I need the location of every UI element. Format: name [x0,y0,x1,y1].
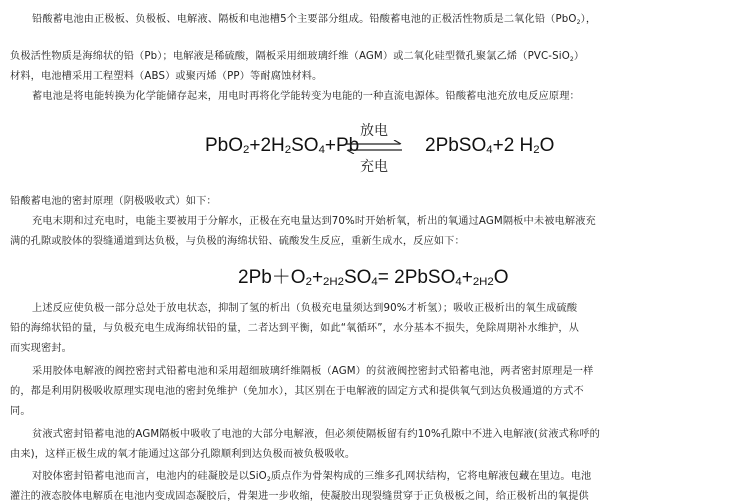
charge-discharge-equation-right: 2PbSO$_4$+2 $H_2O$ [425,135,555,156]
para3-line2: 满的孔隙或胶体的裂缝通道到达负极，与负极的海绵状铅、硫酸发生反应，重新生成水，反应如下： [10,236,465,247]
para5-line1: 采用胶体电解液的阀控密封式铅蓄电池和采用超细玻璃纤维隔板（AGM）的贫液阀控密封式铅蓄电池，两者密封原理是一样 [32,366,594,377]
charge-discharge-equation-left: $PbO_2+2H_2SO_4+Pb$ [205,135,360,156]
discharge-label: 放电 [360,123,388,139]
para6-line1: 贫液式密封铅蓄电池的AGM隔板中吸收了电池的大部分电解液，但必须使隔板留有约10%孔隙中不进入电解液(贫液式称呼的 [32,429,601,440]
reaction-arrow [344,120,404,176]
para1-line3: 材料，电池槽采用工程塑料（ABS）或聚丙烯（PP）等耐腐蚀材料。 [10,71,323,82]
para4-line2: 铅的海绵状铅的量，与负极充电生成海绵状铅的量，二者达到平衡，如此“氧循环”，水分基本不损失，免除周期补水维护，从 [10,323,580,334]
para7-line1: 对胶体密封铅蓄电池而言，电池内的硅凝胶是以SiO$_2$质点作为骨架构成的三维多孔网状结构，它将电解液包藏在里边。电池 [32,471,592,483]
para4-line1: 上述反应使负极一部分总处于放电状态，抑制了氢的析出（负极充电量须达到90%才析氢）；吸收正极析出的氧生成硫酸 [32,303,578,314]
section-title: 铅酸蓄电池的密封原理（阴极吸收式）如下： [10,196,217,207]
para6-line2: 由来)，这样正极生成的氧才能通过这部分孔隙顺利到达负极而被负极吸收。 [10,449,356,460]
para1-line2: 负极活性物质是海绵状的铅（Pb）；电解液是稀硫酸，隔板采用细玻璃纤维（AGM）或二氧化硅型微孔聚氯乙烯（PVC-SiO$_2$） [10,51,585,63]
para7-line2: 灌注的液态胶体电解质在电池内变成固态凝胶后，骨架进一步收缩，使凝胶出现裂缝贯穿于正负极板之间，给正极析出的氧提供 [10,491,589,502]
para1-line1: 铅酸蓄电池由正极板、负极板、电解液、隔板和电池槽5个主要部分组成。铅酸蓄电池的正极活性物质是二氧化铅（PbO$_2$）， [32,14,597,26]
oxygen-cycle-equation: $2Pb+O_2+_{2H2}SO_4=$ $2PbSO_4+_{2H2}O$ [238,267,509,288]
reversible-arrow-icon [344,140,404,154]
para2-line1: 蓄电池是将电能转换为化学能储存起来，用电时再将化学能转变为电能的一种直流电源体。铅酸蓄电池充放电反应原理： [32,91,580,102]
para5-line3: 同。 [10,406,31,417]
charge-label: 充电 [360,159,388,175]
para5-line2: 的，都是利用阴极吸收原理实现电池的密封免维护（免加水），其区别在于电解液的固定方式和提供氧气到达负极通道的方式不 [10,386,584,397]
para4-line3: 而实现密封。 [10,343,73,354]
para3-line1: 充电末期和过充电时，电能主要被用于分解水，正极在充电量达到70%时开始析氧，析出的氧通过AGM隔板中未被电解液充 [32,216,596,227]
